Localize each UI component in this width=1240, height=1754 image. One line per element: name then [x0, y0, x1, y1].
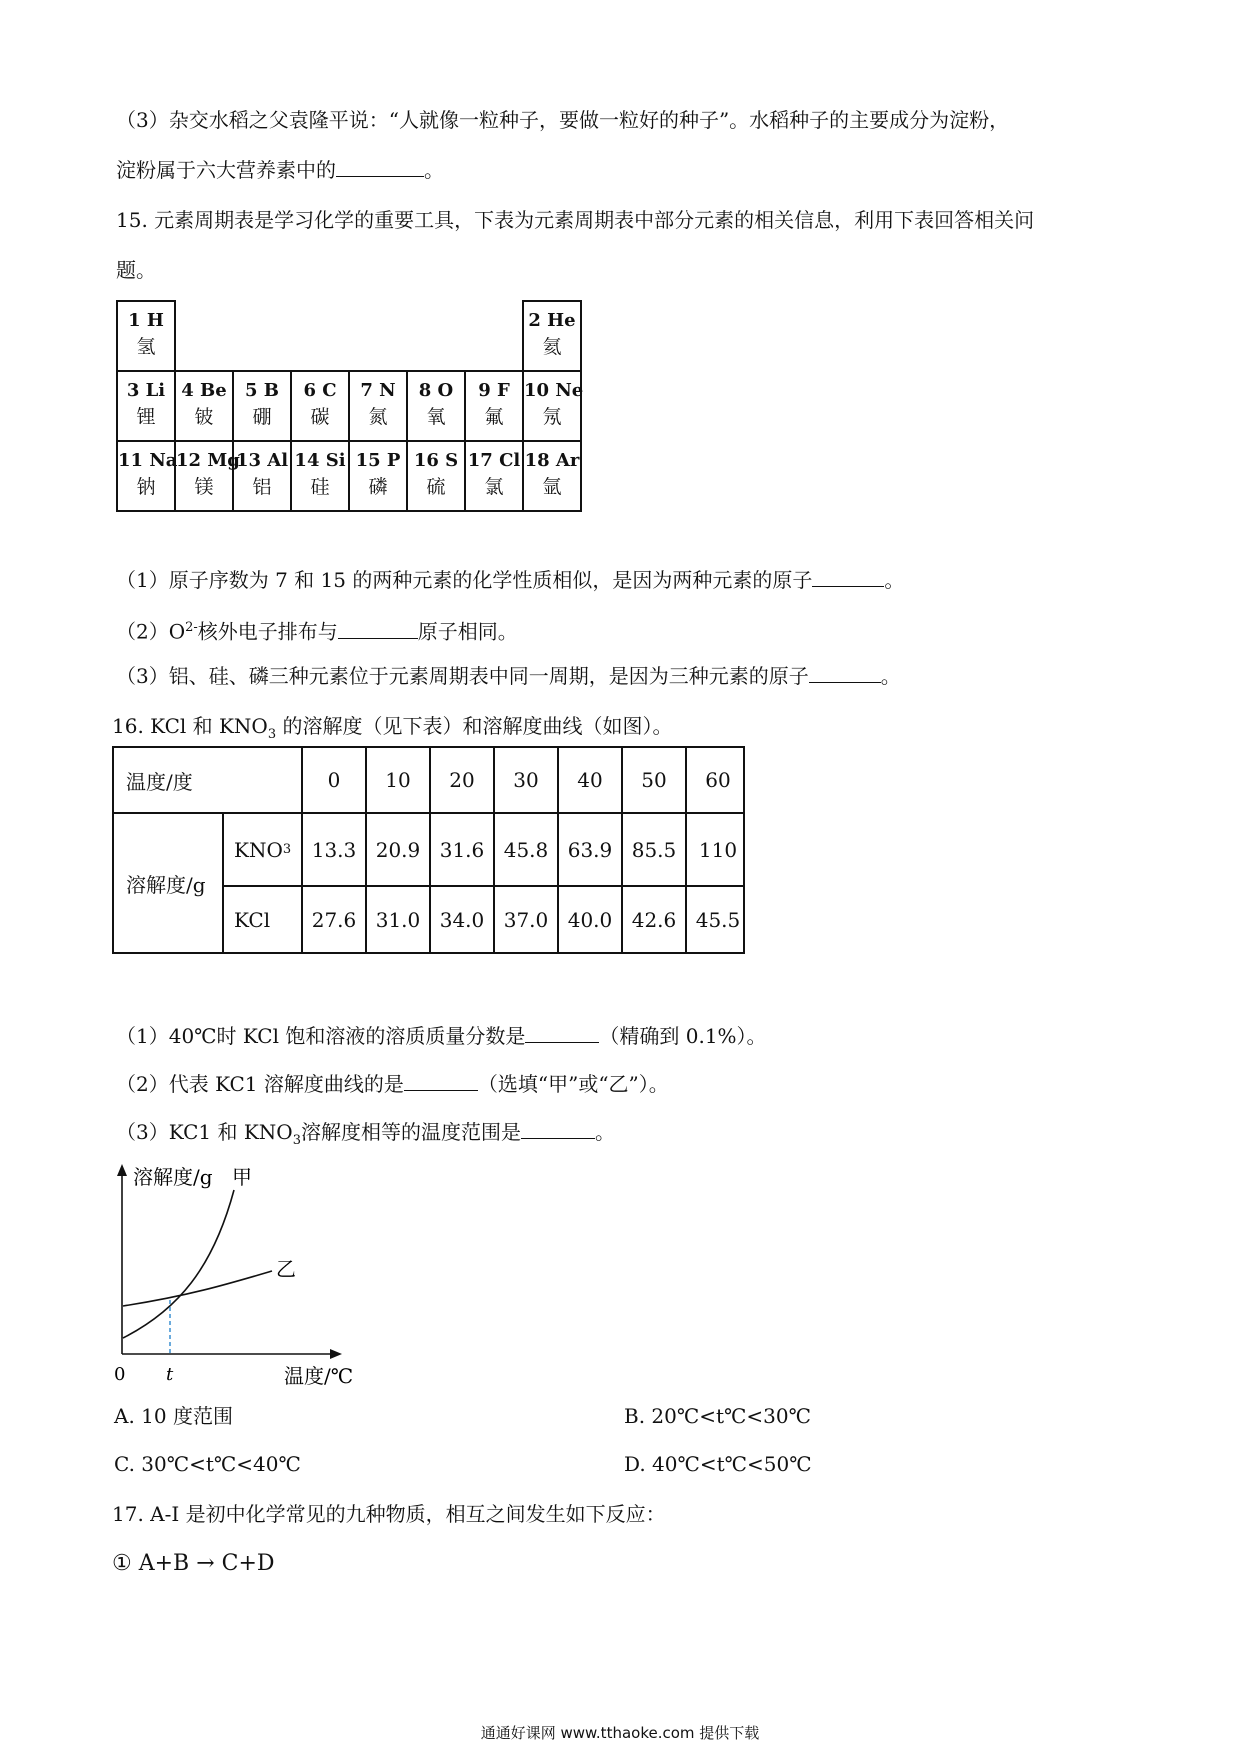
option-b-text: B. 20℃<t℃<30℃ — [624, 1404, 811, 1428]
element-cell-p — [348, 440, 408, 512]
q17-intro-text: 17. A-I 是初中化学常见的九种物质，相互之间发生如下反应： — [112, 1502, 666, 1526]
reaction-equation: ① A+B → C+D — [112, 1551, 275, 1576]
y-axis-label: 溶解度/g — [133, 1165, 213, 1189]
q15-sub2-text: （2）O — [116, 619, 186, 644]
q16-intro-text: 16. KCl 和 KNO — [112, 714, 268, 738]
q15-sub3-period: 。 — [880, 664, 901, 688]
element-number-symbol: 5 B — [244, 380, 279, 401]
kcl-cell: 45.5 — [695, 907, 741, 932]
y-axis-arrow — [117, 1164, 127, 1176]
element-number-symbol: 6 C — [303, 380, 337, 401]
q15-sub2 — [116, 614, 518, 646]
q14-text2: 淀粉属于六大营养素中的 — [116, 158, 336, 182]
q16-sub1 — [116, 1022, 767, 1050]
element-name: 氟 — [484, 406, 504, 428]
element-cell-c — [290, 370, 350, 442]
element-cell-ne — [522, 370, 582, 442]
oxygen-ion-charge: 2- — [185, 620, 198, 635]
answer-blank[interactable] — [338, 618, 418, 639]
element-number-symbol: 15 P — [355, 450, 401, 471]
q16-intro-post: 的溶解度（见下表）和溶解度曲线（如图）。 — [276, 714, 673, 738]
element-cell-he — [522, 300, 582, 372]
subscript: 3 — [267, 727, 277, 742]
q15-sub2-mid: 核外电子排布与 — [197, 619, 338, 644]
kcl-cell: 37.0 — [503, 907, 549, 932]
element-name: 碳 — [310, 406, 330, 428]
element-number-symbol: 4 Be — [181, 380, 227, 401]
q15-sub1-period: 。 — [884, 568, 905, 592]
element-cell-be — [174, 370, 234, 442]
kno3-cell: 110 — [698, 837, 738, 862]
element-number-symbol: 10 Ne — [524, 380, 584, 401]
q16-sub2 — [116, 1070, 669, 1098]
element-name: 铍 — [194, 406, 214, 428]
element-number-symbol: 9 F — [478, 380, 510, 401]
answer-blank[interactable] — [336, 156, 424, 177]
q16-sub3 — [116, 1118, 615, 1155]
curve-jia — [123, 1190, 234, 1338]
q14-line1 — [116, 106, 1009, 134]
kno3-cell: 31.6 — [439, 837, 485, 862]
element-cell-al — [232, 440, 292, 512]
temp-cell: 20 — [449, 768, 475, 792]
curve-yi — [123, 1271, 272, 1306]
element-cell-si — [290, 440, 350, 512]
answer-blank[interactable] — [521, 1118, 595, 1139]
element-name: 氯 — [484, 476, 504, 498]
element-number-symbol: 17 Cl — [467, 450, 521, 471]
kno3-cell: 20.9 — [375, 837, 421, 862]
q14-line2 — [116, 156, 444, 184]
element-number-symbol: 2 He — [528, 310, 576, 331]
kno3-cell: 85.5 — [631, 837, 677, 862]
q15-sub3-text: （3）铝、硅、磷三种元素位于元素周期表中同一周期，是因为三种元素的原子 — [116, 664, 809, 688]
q15-sub2-post: 原子相同。 — [417, 619, 518, 644]
option-a[interactable] — [114, 1402, 233, 1430]
q16-intro — [112, 712, 672, 749]
kno3-text: KNO — [234, 837, 283, 862]
element-number-symbol: 18 Ar — [524, 450, 580, 471]
element-cell-cl — [464, 440, 524, 512]
q15-sub3 — [116, 662, 901, 690]
element-name: 锂 — [136, 406, 156, 428]
subscript: 3 — [282, 842, 292, 857]
option-c-text: C. 30℃<t℃<40℃ — [114, 1452, 301, 1476]
element-cell-b — [232, 370, 292, 442]
temp-cell: 60 — [705, 768, 731, 792]
element-cell-f — [464, 370, 524, 442]
element-name: 铝 — [252, 476, 272, 498]
temp-cell: 0 — [327, 768, 341, 792]
q14-period: 。 — [424, 158, 444, 182]
kcl-cell: 42.6 — [631, 907, 677, 932]
q16-sub3-mid: 溶解度相等的温度范围是 — [301, 1120, 521, 1144]
option-c[interactable] — [114, 1450, 301, 1478]
kcl-cell: 40.0 — [567, 907, 613, 932]
periodic-table — [116, 300, 639, 536]
element-number-symbol: 11 Na — [118, 450, 178, 471]
element-cell-ar — [522, 440, 582, 512]
option-a-text: A. 10 度范围 — [114, 1404, 233, 1428]
element-cell-s — [406, 440, 466, 512]
element-number-symbol: 14 Si — [294, 450, 346, 471]
q15-intro2 — [116, 256, 156, 284]
element-name: 氧 — [426, 406, 446, 428]
curve-jia-label: 甲 — [232, 1165, 252, 1189]
solubility-table — [112, 746, 745, 954]
option-b[interactable] — [624, 1402, 811, 1430]
element-number-symbol: 16 S — [413, 450, 459, 471]
x-axis-arrow — [330, 1349, 342, 1359]
element-number-symbol: 12 Mg — [176, 450, 240, 471]
kcl-cell: 31.0 — [375, 907, 421, 932]
temp-cell: 40 — [577, 768, 603, 792]
element-cell-mg — [174, 440, 240, 512]
element-name: 氢 — [136, 336, 156, 358]
element-name: 硼 — [252, 406, 272, 428]
element-name: 钠 — [136, 476, 156, 498]
element-name: 氩 — [542, 476, 562, 498]
q15-intro-text2: 题。 — [116, 258, 156, 282]
element-name: 镁 — [194, 476, 214, 498]
q16-sub1-post: （精确到 0.1%）。 — [599, 1024, 767, 1048]
solubility-curve-figure — [108, 1158, 368, 1390]
element-name: 磷 — [368, 476, 388, 498]
element-cell-n — [348, 370, 408, 442]
element-number-symbol: 13 Al — [235, 450, 289, 471]
element-name: 氖 — [542, 406, 562, 428]
element-cell-li — [116, 370, 176, 442]
kcl-cell: 34.0 — [439, 907, 485, 932]
kcl-cell: 27.6 — [311, 907, 357, 932]
temp-cell: 50 — [641, 768, 667, 792]
element-cell-o — [406, 370, 466, 442]
kno3-cell: 13.3 — [311, 837, 357, 862]
footer: 通通好课网 www.tthaoke.com 提供下载 — [480, 1724, 760, 1742]
temp-cell: 30 — [513, 768, 539, 792]
kno3-label — [234, 814, 302, 885]
q15-sub1 — [116, 566, 904, 594]
x-axis-label: 温度/℃ — [284, 1364, 354, 1388]
temp-cell: 10 — [385, 768, 411, 792]
answer-blank[interactable] — [809, 662, 881, 683]
element-cell-na — [116, 440, 176, 512]
element-name: 硅 — [310, 476, 330, 498]
curve-yi-label: 乙 — [276, 1257, 296, 1281]
element-name: 硫 — [426, 476, 446, 498]
option-d[interactable] — [624, 1450, 812, 1478]
q16-sub3-text: （3）KC1 和 KNO — [116, 1120, 293, 1144]
q15-intro1 — [116, 206, 1034, 234]
q16-sub2-post: （选填“甲”或“乙”）。 — [477, 1072, 669, 1096]
element-number-symbol: 1 H — [128, 310, 164, 331]
answer-blank[interactable] — [812, 566, 884, 587]
answer-blank[interactable] — [404, 1070, 478, 1091]
q16-sub1-text: （1）40℃时 KCl 饱和溶液的溶质质量分数是 — [116, 1024, 526, 1048]
t-label: t — [166, 1364, 174, 1385]
element-number-symbol: 8 O — [418, 380, 454, 401]
element-name: 氮 — [368, 406, 388, 428]
option-d-text: D. 40℃<t℃<50℃ — [624, 1452, 812, 1476]
element-number-symbol: 7 N — [360, 380, 396, 401]
kno3-cell: 63.9 — [567, 837, 613, 862]
element-cell-h — [116, 300, 176, 372]
solubility-label: 溶解度/g — [126, 872, 206, 897]
q16-sub3-post: 。 — [595, 1120, 615, 1144]
kno3-cell: 45.8 — [503, 837, 549, 862]
q17-intro — [112, 1500, 666, 1528]
q15-intro-text: 15. 元素周期表是学习化学的重要工具，下表为元素周期表中部分元素的相关信息，利用下表回答相关问 — [116, 208, 1035, 232]
q14-text1: （3）杂交水稻之父袁隆平说：“人就像一粒种子，要做一粒好的种子”。水稻种子的主要成分为淀粉， — [116, 108, 1010, 132]
kcl-label: KCl — [234, 907, 271, 932]
origin-label: 0 — [114, 1364, 126, 1385]
answer-blank[interactable] — [525, 1022, 599, 1043]
q17-reaction — [112, 1550, 275, 1578]
element-number-symbol: 3 Li — [126, 380, 166, 401]
subscript: 3 — [292, 1133, 301, 1148]
q16-sub2-text: （2）代表 KC1 溶解度曲线的是 — [116, 1072, 404, 1096]
q15-sub1-text: （1）原子序数为 7 和 15 的两种元素的化学性质相似，是因为两种元素的原子 — [116, 568, 813, 592]
temp-header: 温度/度 — [126, 769, 193, 794]
element-name: 氦 — [542, 336, 562, 358]
